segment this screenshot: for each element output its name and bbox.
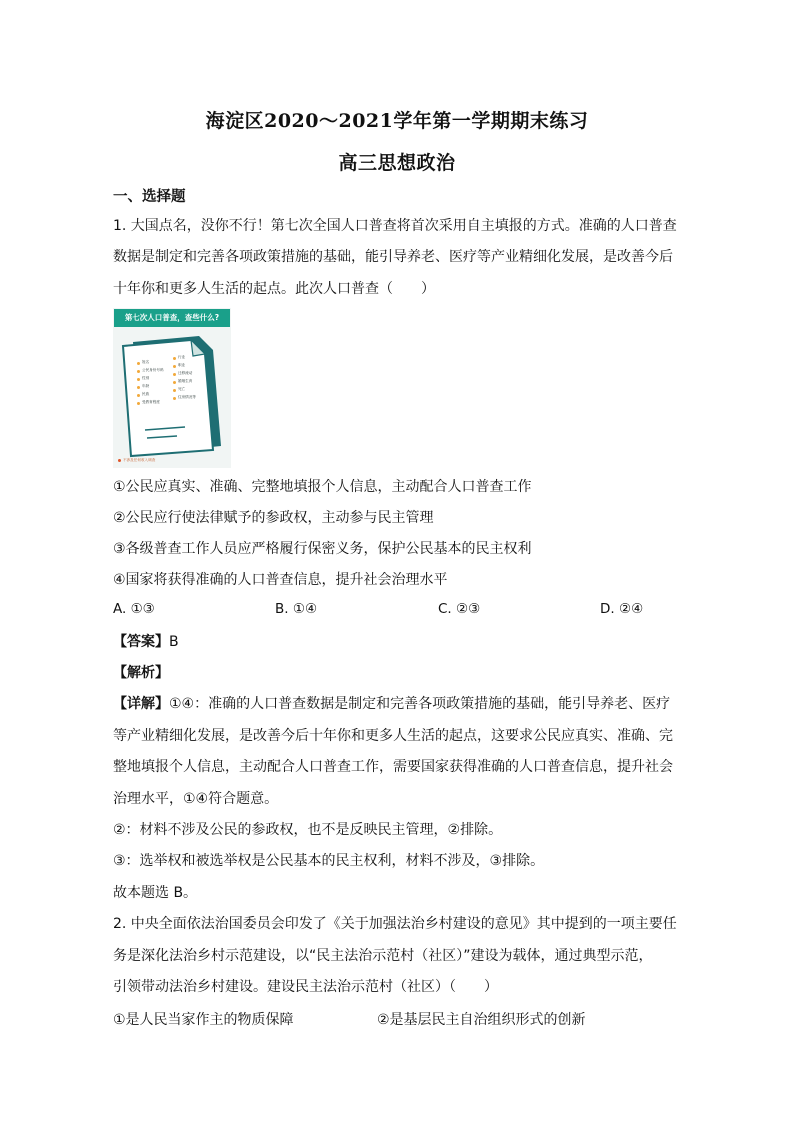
census-field: 公民身份号码: [142, 368, 164, 372]
q2-stem-line: 引领带动法治乡村建设。建设民主法治示范村（社区）（ ）: [113, 979, 498, 995]
detail-row: [113, 694, 670, 714]
bullet-icon: [137, 402, 140, 405]
q1-statement: ④国家将获得准确的人口普查信息，提升社会治理水平: [113, 572, 448, 588]
q1-stem-line: 十年你和更多人生活的起点。此次人口普查（ ）: [113, 281, 435, 297]
census-field: 死亡: [178, 387, 186, 391]
detail-line: ②：材料不涉及公民的参政权，也不是反映民主管理，②排除。: [113, 822, 503, 838]
bullet-icon: [173, 397, 176, 400]
q2-statement: ①是人民当家作主的物质保障: [113, 1012, 294, 1028]
option-d: D. ②④: [600, 601, 644, 617]
q2-stem-line: 2. 中央全面依法治国委员会印发了《关于加强法治乡村建设的意见》其中提到的一项主要任: [113, 916, 677, 932]
bullet-icon: [173, 365, 176, 368]
answer-row: [113, 632, 179, 652]
bullet-icon: [137, 386, 140, 389]
answer-label: 【答案】: [113, 634, 169, 650]
section-heading: 一、选择题: [113, 189, 186, 205]
census-field: 年龄: [142, 384, 150, 388]
bullet-icon: [137, 370, 140, 373]
option-b: B. ①④: [275, 601, 318, 617]
q1-stem-line: 1. 大国点名，没你不行！第七次全国人口普查将首次采用自主填报的方式。准确的人口普查: [113, 218, 677, 234]
census-banner: 第七次人口普查，查些什么?: [114, 309, 230, 327]
census-field: 迁移流动: [178, 371, 193, 375]
census-field: 职业: [178, 363, 186, 367]
q1-options: [113, 601, 673, 621]
census-footnote: 不涉及任何收入调查: [123, 458, 156, 462]
detail-line: 整地填报个人信息，主动配合人口普查工作，需要国家获得准确的人口普查信息，提升社会: [113, 759, 673, 775]
bullet-icon: [137, 362, 140, 365]
bullet-icon: [173, 357, 176, 360]
q2-statement: ②是基层民主自治组织形式的创新: [377, 1012, 586, 1028]
warning-dot-icon: [118, 459, 121, 462]
bullet-icon: [173, 389, 176, 392]
detail-text: ①④：准确的人口普查数据是制定和完善各项政策措施的基础，能引导养老、医疗: [169, 696, 671, 712]
q1-statement: ②公民应行使法律赋予的参政权，主动参与民主管理: [113, 510, 434, 526]
census-field: 性别: [142, 376, 150, 380]
q1-stem-line: 数据是制定和完善各项政策措施的基础，能引导养老、医疗等产业精细化发展，是改善今后: [113, 249, 673, 265]
option-a: A. ①③: [113, 601, 155, 617]
census-field: 行业: [178, 355, 186, 359]
analysis-label: 【解析】: [113, 665, 169, 681]
conclusion-line: 故本题选 B。: [113, 885, 198, 901]
census-field: 受教育程度: [142, 400, 160, 404]
census-infographic: [113, 308, 231, 468]
document-paper-icon: [113, 326, 231, 460]
detail-label: 【详解】: [113, 696, 169, 712]
bullet-icon: [173, 381, 176, 384]
census-field: 住房情况等: [178, 395, 196, 399]
detail-line: 等产业精细化发展，是改善今后十年你和更多人生活的起点，这要求公民应真实、准确、完: [113, 728, 673, 744]
document-title: 海淀区2020～2021学年第一学期期末练习: [205, 110, 589, 132]
census-field: 民族: [142, 392, 150, 396]
bullet-icon: [137, 378, 140, 381]
q2-stem-line: 务是深化法治乡村示范建设，以“民主法治示范村（社区）”建设为载体，通过典型示范，: [113, 948, 653, 964]
detail-line: 治理水平，①④符合题意。: [113, 791, 279, 807]
census-field: 姓名: [142, 360, 150, 364]
q1-statement: ①公民应真实、准确、完整地填报个人信息，主动配合人口普查工作: [113, 479, 532, 495]
document-subtitle: 高三思想政治: [338, 152, 456, 174]
bullet-icon: [173, 373, 176, 376]
option-c: C. ②③: [438, 601, 481, 617]
census-field: 婚姻生育: [178, 379, 193, 383]
detail-line: ③：选举权和被选举权是公民基本的民主权利，材料不涉及，③排除。: [113, 853, 545, 869]
answer-value: B: [169, 634, 179, 650]
q1-statement: ③各级普查工作人员应严格履行保密义务，保护公民基本的民主权利: [113, 541, 532, 557]
bullet-icon: [137, 394, 140, 397]
